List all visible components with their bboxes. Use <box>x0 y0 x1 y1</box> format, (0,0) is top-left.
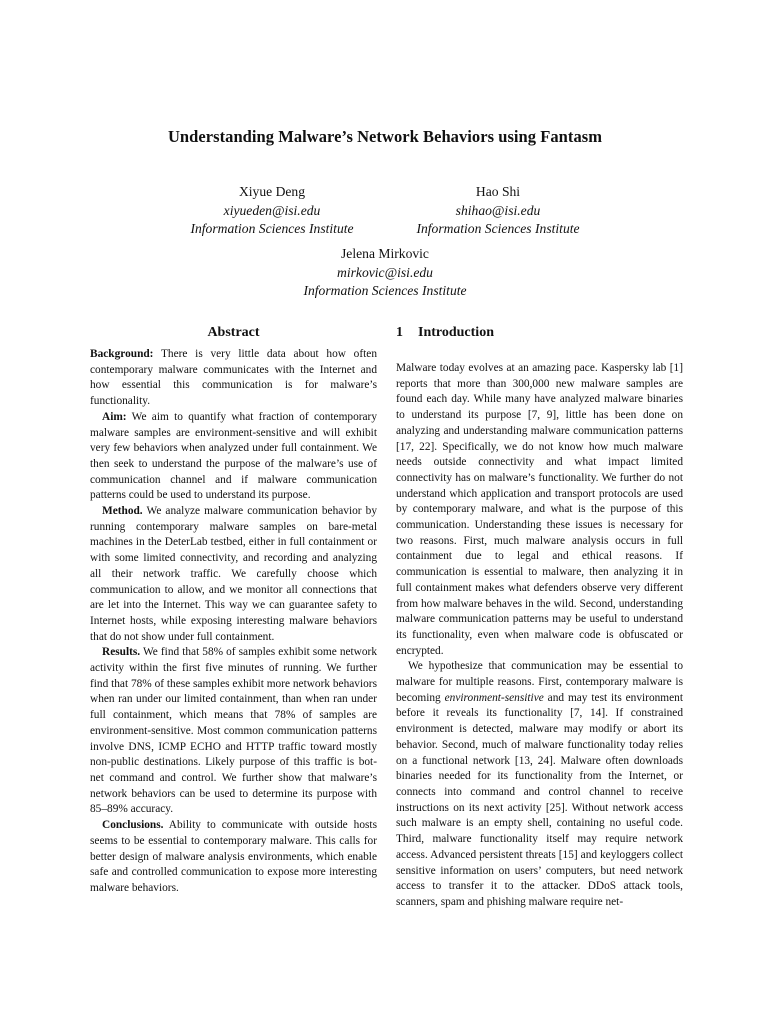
abstract-aim <box>90 410 377 504</box>
intro-paragraph <box>396 659 683 910</box>
paper-title: Understanding Malware’s Network Behaviors using Fantasm <box>167 127 603 146</box>
abstract-background <box>90 347 377 410</box>
results-text: We find that 58% of samples exhibit some network activity within the first five minutes of running. We further find that 78% of these samples exhibit more network behaviors when ran under our limited containment, than when ran under full containment, which means that 78% of samples are environment-sensitive. Most common communication patterns involve DNS, ICMP ECHO and HTTP traffic toward mostly non-public destinations. Likely purpose of this traffic is bot-net command and control. We further show that malware’s network behaviors can be used to determine its purpose with 85–89% accuracy. <box>90 646 377 816</box>
intro-paragraph: Malware today evolves at an amazing pace. Kaspersky lab [1] reports that more than 300,000 new malware samples are found each day. While many have analyzed malware binaries to understand its purpose [7, 9], little has been done on analyzing and understanding malware communication patterns [17, 22]. Specifically, we do not know how much malware needs outside connectivity and what impact limited connectivity has on malware’s functionality. We further do not understand which application and transport protocols are used by contemporary malware, and what is the purpose of this communication. Understanding these issues is necessary for two reasons. First, much malware analysis occurs in full containment due to legal and ethical reasons. If communication is essential to malware, then analyzing it in full containment makes what defenders observe very different from how malware behaves in the wild. Second, understanding malware communication patterns may be useful to understand its functionality, even when malware code is obfuscated or encrypted. <box>396 362 683 657</box>
author-email: shihao@isi.edu <box>455 202 541 218</box>
introduction-body <box>396 361 683 911</box>
intro-text: and may test its environment before it reveals its functionality [7, 14]. If constrained environment is detected, malware may modify or abort its behavior. Second, much of malware functionality today relies on a functional network [13, 24]. Malware often downloads binaries needed for its functionality from the Internet, or connects into command and control channel to receive instructions on its next activity [25]. Without network access such malware is an empty shell, containing no useful code. Third, malware functionality itself may require network access. Advanced persistent threats [15] and keyloggers collect sensitive information on users’ computers, but need network access to transfer it to the attacker. DDoS attack tools, scanners, spam and phishing malware require net- <box>396 691 683 908</box>
author-block <box>385 183 611 239</box>
intro-emphasis: environment-sensitive <box>444 691 544 704</box>
section-number: 1 <box>396 325 403 340</box>
abstract-method <box>90 504 377 645</box>
author-block <box>260 245 510 301</box>
abstract-heading: Abstract <box>207 325 260 340</box>
section-title: Introduction <box>418 325 494 340</box>
abstract-body <box>90 347 377 897</box>
intro-text: We hypothesize that communication may be essential to malware for multiple reasons. First, contemporary malware is becoming <box>396 660 683 704</box>
background-label: Background: <box>90 348 154 360</box>
method-label: Method. <box>102 505 143 518</box>
introduction-heading <box>396 325 494 341</box>
aim-text: We aim to quantify what fraction of contemporary malware samples are environment-sensitive and will exhibit very few behaviors when analyzed under full containment. We then seek to understand the purpose of the malware’s use of communication channel and if malware communication patterns could be used to understand its purpose. <box>90 410 377 502</box>
conclusions-label: Conclusions. <box>102 819 164 832</box>
author-name: Hao Shi <box>475 184 521 199</box>
aim-label: Aim: <box>102 410 127 423</box>
abstract-results <box>90 645 377 818</box>
author-institution: Information Sciences Institute <box>190 221 354 236</box>
method-text: We analyze malware communication behavior by running contemporary malware samples on bare-metal machines in the DeterLab testbed, either in full containment or with some limited connectivity, and recording and analyzing all their network traffic. We carefully choose which communication to allow, and we monitor all connections that are let into the Internet. This way we can guarantee safety to Internet hosts, while exposing interesting malware behaviors that do not show under full containment. <box>90 505 377 643</box>
author-name: Xiyue Deng <box>238 184 306 199</box>
author-email: xiyueden@isi.edu <box>223 202 321 218</box>
background-text: There is very little data about how often contemporary malware communicates with the Internet and how essential this communication is for malware’s functionality. <box>90 348 377 408</box>
author-email: mirkovic@isi.edu <box>337 264 433 280</box>
author-name: Jelena Mirkovic <box>341 246 429 261</box>
author-institution: Information Sciences Institute <box>303 283 467 298</box>
abstract-conclusions <box>90 818 377 897</box>
conclusions-text: Ability to communicate with outside hosts seems to be essential to contemporary malware. This calls for better design of malware analysis environments, which enable safe and controlled communication to expose more interesting malware behaviors. <box>90 819 377 894</box>
results-label: Results. <box>102 646 141 659</box>
author-block <box>160 183 384 239</box>
author-institution: Information Sciences Institute <box>416 221 580 236</box>
